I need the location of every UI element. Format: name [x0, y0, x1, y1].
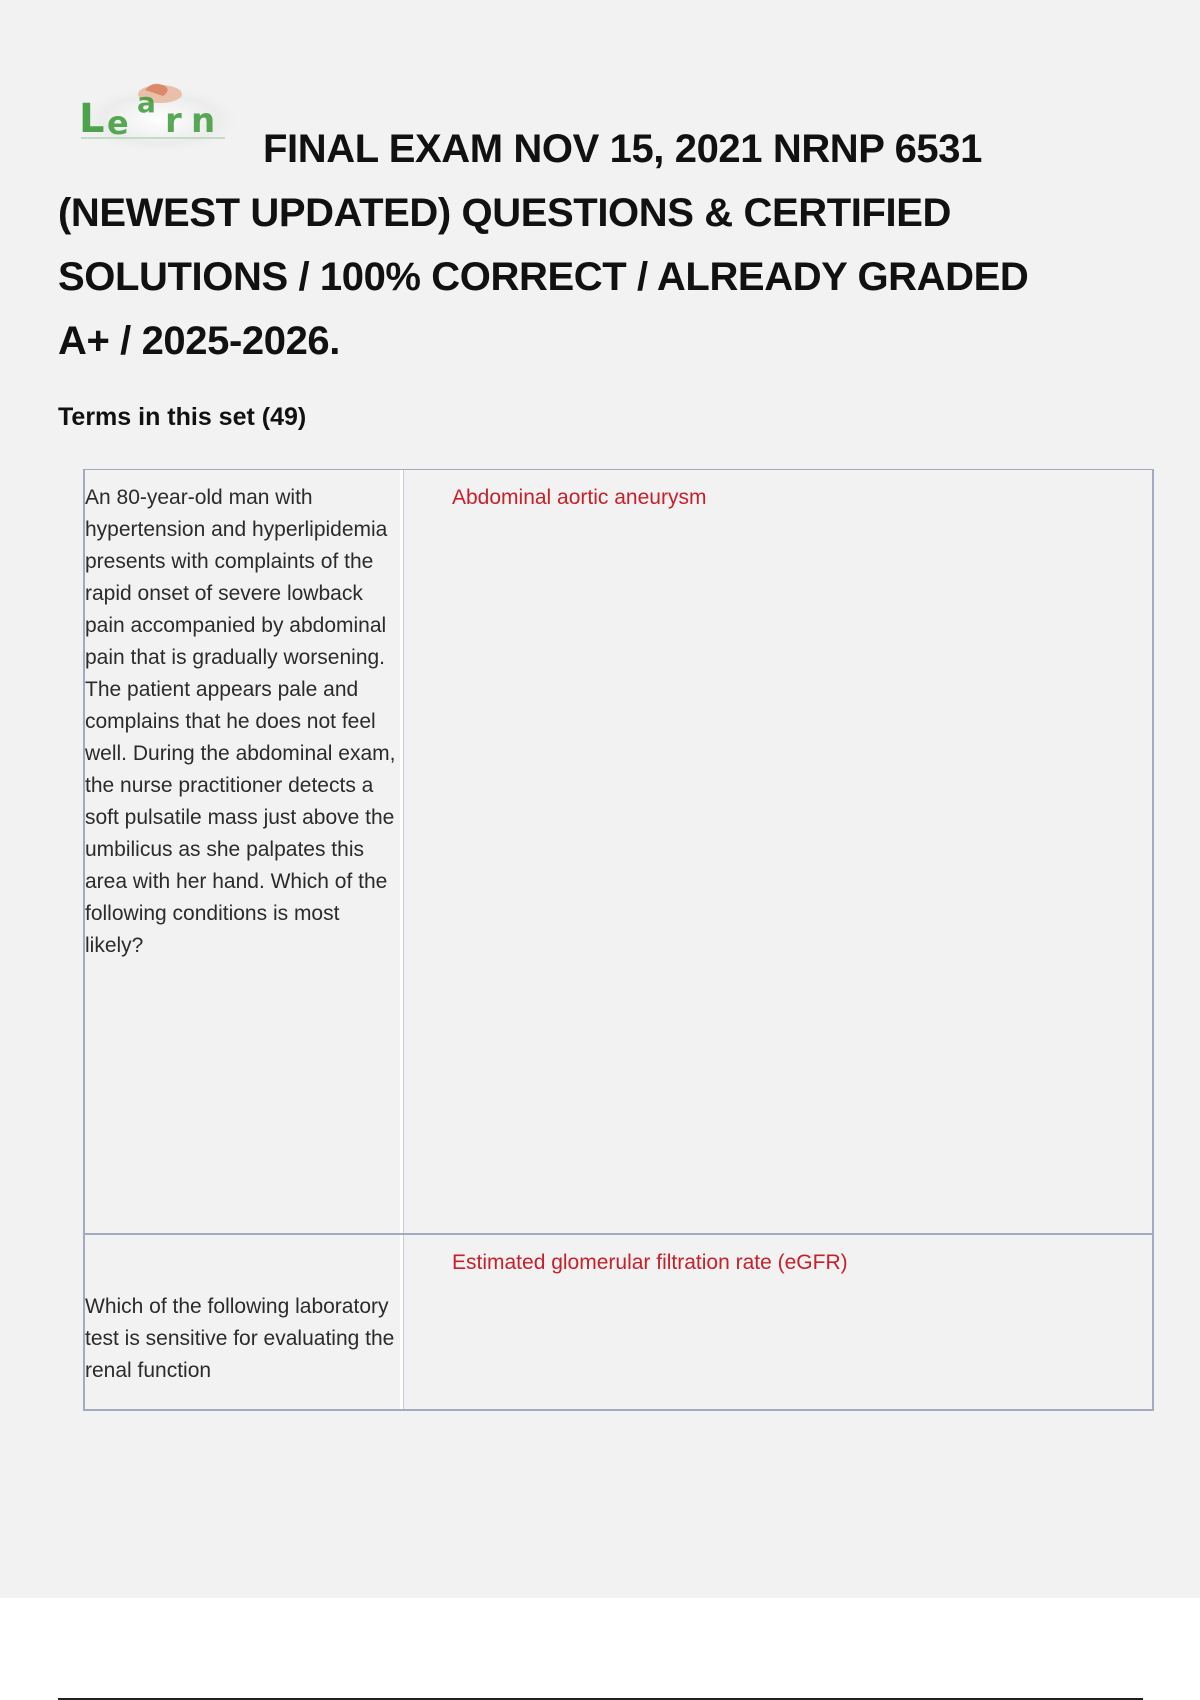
definition-cell: Estimated glomerular filtration rate (eGFR): [403, 1235, 1154, 1409]
document-title: FINAL EXAM NOV 15, 2021 NRNP 6531 (NEWEST UPDATED) QUESTIONS & CERTIFIED SOLUTIONS / 100% CORRECT / ALREADY GRADED A+ / 2025-2026.: [58, 127, 1029, 363]
svg-text:e: e: [107, 104, 129, 142]
term-cell: An 80-year-old man with hypertension and hyperlipidemia presents with complaints of the rapid onset of severe lowback pain accompanied by abdominal pain that is gradually worsening. The patient appears pale and complains that he does not feel well. During the abdominal exam, the nurse practitioner detects a soft pulsatile mass just above the umbilicus as she palpates this area with her hand. Which of the following conditions is most likely?: [83, 470, 403, 1233]
svg-text:L: L: [79, 96, 105, 142]
svg-text:r: r: [165, 101, 182, 141]
svg-text:n: n: [191, 101, 216, 141]
terms-heading: Terms in this set (49): [58, 403, 307, 431]
flashcard-table: [83, 469, 1154, 1411]
table-row: [83, 1235, 1154, 1411]
definition-cell: Abdominal aortic aneurysm: [403, 470, 1154, 1233]
svg-text:a: a: [137, 86, 156, 119]
term-cell: Which of the following laboratory test is sensitive for evaluating the renal function: [83, 1235, 403, 1409]
table-row: [83, 469, 1154, 1235]
